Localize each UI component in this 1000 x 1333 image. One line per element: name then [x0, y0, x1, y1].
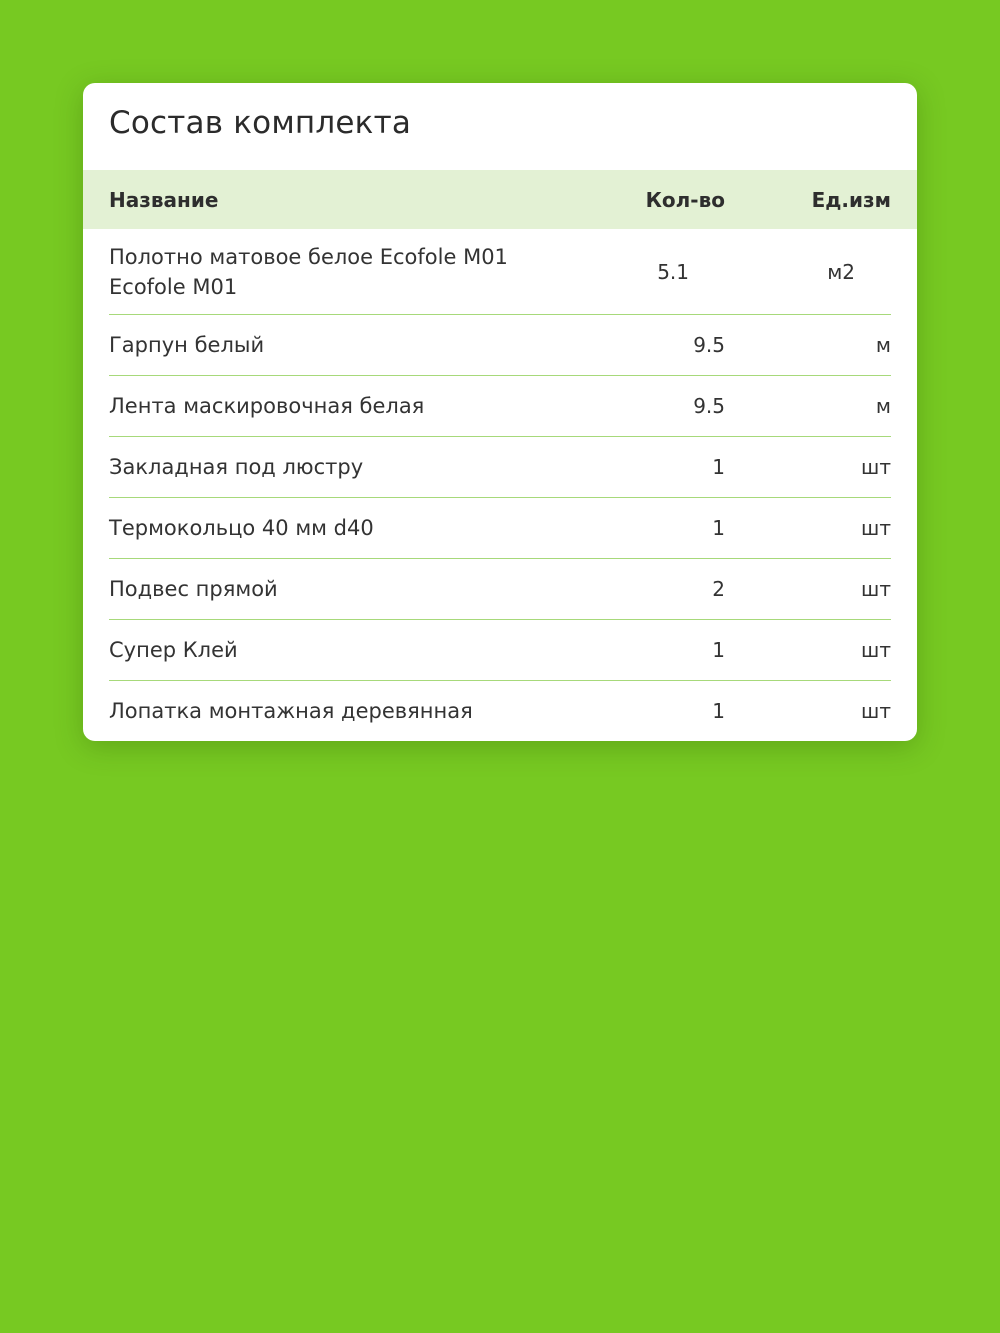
- row-unit: шт: [861, 577, 891, 601]
- row-unit: шт: [861, 699, 891, 723]
- row-name: Лопатка монтажная деревянная: [109, 699, 473, 723]
- kit-contents-table: [83, 170, 917, 741]
- table-row: [109, 229, 891, 315]
- row-name: Подвес прямой: [109, 577, 278, 601]
- header-unit: Ед.изм: [811, 187, 891, 212]
- table-row: [109, 681, 891, 741]
- row-unit: шт: [861, 638, 891, 662]
- row-name: Супер Клей: [109, 638, 238, 662]
- row-name: Лента маскировочная белая: [109, 394, 425, 418]
- row-name: Гарпун белый: [109, 333, 265, 357]
- kit-contents-card: [83, 83, 917, 741]
- row-unit: м: [875, 333, 891, 357]
- table-row: [109, 559, 891, 620]
- row-qty: 1: [712, 638, 725, 662]
- row-qty: 1: [712, 455, 725, 479]
- row-name: Термокольцо 40 мм d40: [109, 516, 374, 540]
- row-qty: 5.1: [657, 259, 689, 284]
- card-title: Состав комплекта: [109, 105, 412, 141]
- header-qty: Кол-во: [645, 187, 725, 212]
- row-unit: шт: [861, 455, 891, 479]
- row-name: Полотно матовое белое Ecofole M01 Ecofole M01: [109, 244, 508, 299]
- table-row: [109, 620, 891, 681]
- table-row: [109, 315, 891, 376]
- row-qty: 1: [712, 516, 725, 540]
- table-row: [109, 376, 891, 437]
- table-row: [109, 437, 891, 498]
- row-name: Закладная под люстру: [109, 455, 364, 479]
- row-qty: 1: [712, 699, 725, 723]
- row-unit: м2: [827, 259, 855, 284]
- row-unit: м: [875, 394, 891, 418]
- table-header: [83, 170, 917, 229]
- row-unit: шт: [861, 516, 891, 540]
- table-row: [109, 498, 891, 559]
- row-qty: 2: [712, 577, 725, 601]
- header-name: Название: [109, 187, 219, 212]
- row-qty: 9.5: [693, 333, 725, 357]
- row-qty: 9.5: [693, 394, 725, 418]
